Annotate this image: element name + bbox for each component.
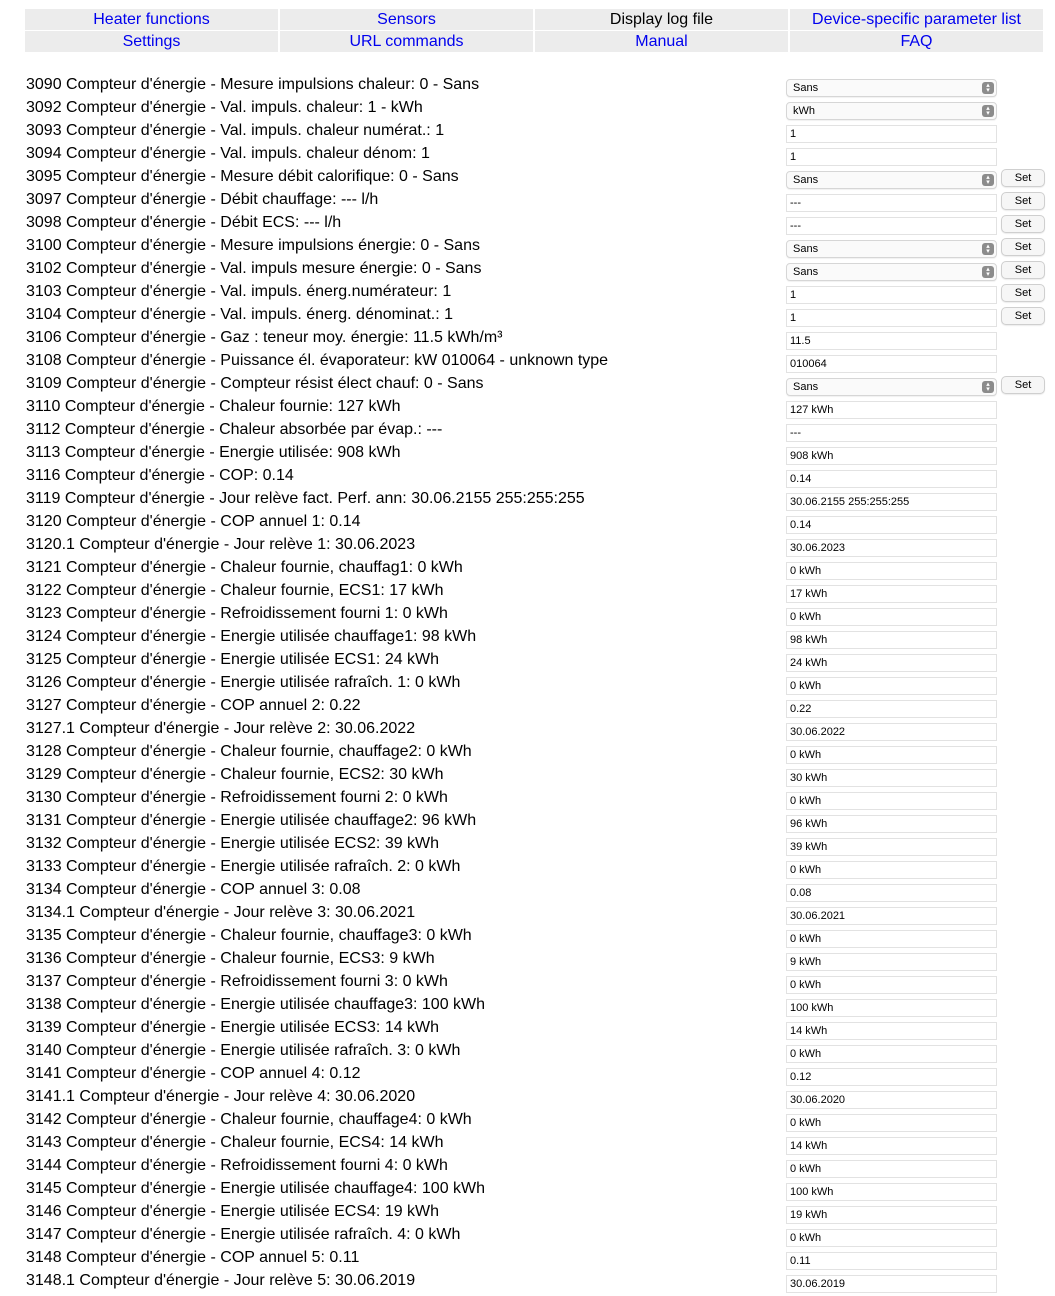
parameter-row <box>0 304 1055 327</box>
parameter-label: 3133 Compteur d'énergie - Energie utilisée rafraîch. 2: 0 kWh <box>26 858 461 875</box>
parameter-row <box>0 856 1055 879</box>
parameter-row <box>0 1224 1055 1247</box>
parameter-row <box>0 465 1055 488</box>
parameter-input[interactable]: 17 kWh <box>786 585 997 603</box>
parameter-row <box>0 672 1055 695</box>
parameter-input[interactable]: 0.11 <box>786 1252 997 1270</box>
parameter-input[interactable]: 0.14 <box>786 516 997 534</box>
parameter-row <box>0 120 1055 143</box>
parameter-label: 3119 Compteur d'énergie - Jour relève fact. Perf. ann: 30.06.2155 255:255:255 <box>26 490 585 507</box>
parameter-input[interactable]: 30.06.2019 <box>786 1275 997 1293</box>
parameter-input[interactable]: 0 kWh <box>786 1160 997 1178</box>
parameter-row <box>0 1201 1055 1224</box>
parameter-row <box>0 879 1055 902</box>
parameter-label: 3097 Compteur d'énergie - Débit chauffage: --- l/h <box>26 191 379 208</box>
parameter-label: 3148.1 Compteur d'énergie - Jour relève 5: 30.06.2019 <box>26 1272 416 1289</box>
select-value: Sans <box>793 266 819 278</box>
parameter-input[interactable]: 0 kWh <box>786 1045 997 1063</box>
parameter-input[interactable]: 1 <box>786 309 997 327</box>
set-button[interactable]: Set <box>1001 284 1045 302</box>
parameter-input[interactable]: 30 kWh <box>786 769 997 787</box>
parameter-input[interactable]: 30.06.2020 <box>786 1091 997 1109</box>
chevron-updown-icon: ▴ ▾ <box>982 266 994 278</box>
parameter-row <box>0 1017 1055 1040</box>
parameter-input[interactable]: 14 kWh <box>786 1137 997 1155</box>
parameter-row <box>0 189 1055 212</box>
parameter-input[interactable]: 0.08 <box>786 884 997 902</box>
set-button[interactable]: Set <box>1001 215 1045 233</box>
select-value: kWh <box>793 105 815 117</box>
parameter-input[interactable]: 0 kWh <box>786 562 997 580</box>
parameter-input[interactable]: 908 kWh <box>786 447 997 465</box>
parameter-input[interactable]: 0 kWh <box>786 746 997 764</box>
parameter-label: 3143 Compteur d'énergie - Chaleur fournie, ECS4: 14 kWh <box>26 1134 444 1151</box>
select-value: Sans <box>793 243 819 255</box>
parameter-label: 3148 Compteur d'énergie - COP annuel 5: 0.11 <box>26 1249 360 1266</box>
chevron-updown-icon: ▴ ▾ <box>982 243 994 255</box>
parameter-row <box>0 1178 1055 1201</box>
parameter-label: 3130 Compteur d'énergie - Refroidissement fourni 2: 0 kWh <box>26 789 448 806</box>
parameter-row <box>0 971 1055 994</box>
set-button[interactable]: Set <box>1001 169 1045 187</box>
parameter-row <box>0 258 1055 281</box>
parameter-input[interactable]: --- <box>786 194 997 212</box>
parameter-label: 3113 Compteur d'énergie - Energie utilisée: 908 kWh <box>26 444 401 461</box>
parameter-input[interactable]: 0 kWh <box>786 1229 997 1247</box>
set-button[interactable]: Set <box>1001 192 1045 210</box>
parameter-row <box>0 97 1055 120</box>
parameter-label: 3142 Compteur d'énergie - Chaleur fournie, chauffage4: 0 kWh <box>26 1111 472 1128</box>
parameter-row <box>0 442 1055 465</box>
parameter-label: 3145 Compteur d'énergie - Energie utilisée chauffage4: 100 kWh <box>26 1180 486 1197</box>
parameter-input[interactable]: 30.06.2023 <box>786 539 997 557</box>
parameter-row <box>0 764 1055 787</box>
parameter-label: 3090 Compteur d'énergie - Mesure impulsions chaleur: 0 - Sans <box>26 76 480 93</box>
parameter-label: 3141 Compteur d'énergie - COP annuel 4: 0.12 <box>26 1065 361 1082</box>
parameter-label: 3112 Compteur d'énergie - Chaleur absorbée par évap.: --- <box>26 421 443 438</box>
chevron-updown-icon: ▴ ▾ <box>982 174 994 186</box>
parameter-row <box>0 741 1055 764</box>
parameter-row <box>0 902 1055 925</box>
parameter-input[interactable]: 0 kWh <box>786 1114 997 1132</box>
nav-settings[interactable]: Settings <box>25 31 280 53</box>
parameter-row <box>0 718 1055 741</box>
parameter-row <box>0 373 1055 396</box>
parameter-row <box>0 695 1055 718</box>
parameter-input[interactable]: 39 kWh <box>786 838 997 856</box>
parameter-select[interactable] <box>786 171 997 189</box>
set-button[interactable]: Set <box>1001 376 1045 394</box>
parameter-input[interactable]: 0.22 <box>786 700 997 718</box>
parameter-input[interactable]: 1 <box>786 148 997 166</box>
parameter-label: 3127.1 Compteur d'énergie - Jour relève 2: 30.06.2022 <box>26 720 416 737</box>
parameter-label: 3125 Compteur d'énergie - Energie utilisée ECS1: 24 kWh <box>26 651 440 668</box>
parameter-input[interactable]: --- <box>786 217 997 235</box>
parameter-select[interactable] <box>786 79 997 97</box>
parameter-label: 3116 Compteur d'énergie - COP: 0.14 <box>26 467 294 484</box>
parameter-row <box>0 994 1055 1017</box>
parameter-label: 3141.1 Compteur d'énergie - Jour relève 4: 30.06.2020 <box>26 1088 416 1105</box>
parameter-row <box>0 143 1055 166</box>
parameter-list <box>0 74 1055 1293</box>
parameter-label: 3134.1 Compteur d'énergie - Jour relève 3: 30.06.2021 <box>26 904 416 921</box>
parameter-label: 3102 Compteur d'énergie - Val. impuls mesure énergie: 0 - Sans <box>26 260 482 277</box>
parameter-label: 3108 Compteur d'énergie - Puissance él. évaporateur: kW 010064 - unknown type <box>26 352 609 369</box>
parameter-input[interactable]: 0 kWh <box>786 976 997 994</box>
parameter-row <box>0 419 1055 442</box>
parameter-label: 3121 Compteur d'énergie - Chaleur fournie, chauffag1: 0 kWh <box>26 559 463 576</box>
chevron-updown-icon: ▴ ▾ <box>982 105 994 117</box>
parameter-input[interactable]: 30.06.2155 255:255:255 <box>786 493 997 511</box>
parameter-input[interactable]: 100 kWh <box>786 999 997 1017</box>
parameter-input[interactable]: 98 kWh <box>786 631 997 649</box>
parameter-label: 3131 Compteur d'énergie - Energie utilisée chauffage2: 96 kWh <box>26 812 477 829</box>
parameter-row <box>0 580 1055 603</box>
parameter-row <box>0 948 1055 971</box>
parameter-row <box>0 1086 1055 1109</box>
parameter-input[interactable]: 0 kWh <box>786 792 997 810</box>
select-value: Sans <box>793 82 819 94</box>
parameter-label: 3128 Compteur d'énergie - Chaleur fournie, chauffage2: 0 kWh <box>26 743 472 760</box>
parameter-input[interactable]: 30.06.2021 <box>786 907 997 925</box>
parameter-input[interactable]: 30.06.2022 <box>786 723 997 741</box>
parameter-input[interactable]: 24 kWh <box>786 654 997 672</box>
parameter-row <box>0 833 1055 856</box>
parameter-row <box>0 1155 1055 1178</box>
parameter-row <box>0 626 1055 649</box>
chevron-updown-icon: ▴ ▾ <box>982 381 994 393</box>
parameter-label: 3095 Compteur d'énergie - Mesure débit calorifique: 0 - Sans <box>26 168 459 185</box>
parameter-input[interactable]: --- <box>786 424 997 442</box>
parameter-input[interactable]: 96 kWh <box>786 815 997 833</box>
parameter-row <box>0 925 1055 948</box>
parameter-select[interactable] <box>786 263 997 281</box>
parameter-label: 3139 Compteur d'énergie - Energie utilisée ECS3: 14 kWh <box>26 1019 440 1036</box>
parameter-row <box>0 281 1055 304</box>
parameter-input[interactable]: 0 kWh <box>786 930 997 948</box>
parameter-row <box>0 787 1055 810</box>
parameter-row <box>0 1040 1055 1063</box>
nav-manual[interactable]: Manual <box>535 31 790 53</box>
select-value: Sans <box>793 381 819 393</box>
parameter-row <box>0 1063 1055 1086</box>
nav-sensors[interactable]: Sensors <box>280 9 535 31</box>
parameter-label: 3093 Compteur d'énergie - Val. impuls. chaleur numérat.: 1 <box>26 122 445 139</box>
parameter-row <box>0 511 1055 534</box>
set-button[interactable]: Set <box>1001 307 1045 325</box>
nav-display-log-file: Display log file <box>535 9 790 31</box>
parameter-row <box>0 235 1055 258</box>
nav-heater-functions[interactable]: Heater functions <box>25 9 280 31</box>
nav-faq[interactable]: FAQ <box>790 31 1045 53</box>
parameter-row <box>0 534 1055 557</box>
parameter-label: 3100 Compteur d'énergie - Mesure impulsions énergie: 0 - Sans <box>26 237 480 254</box>
parameter-label: 3134 Compteur d'énergie - COP annuel 3: 0.08 <box>26 881 361 898</box>
parameter-input[interactable]: 100 kWh <box>786 1183 997 1201</box>
parameter-input[interactable]: 0 kWh <box>786 608 997 626</box>
parameter-label: 3129 Compteur d'énergie - Chaleur fournie, ECS2: 30 kWh <box>26 766 444 783</box>
parameter-input[interactable]: 9 kWh <box>786 953 997 971</box>
parameter-input[interactable]: 1 <box>786 125 997 143</box>
parameter-label: 3104 Compteur d'énergie - Val. impuls. énerg. dénominat.: 1 <box>26 306 453 323</box>
parameter-label: 3098 Compteur d'énergie - Débit ECS: --- l/h <box>26 214 342 231</box>
chevron-updown-icon: ▴ ▾ <box>982 82 994 94</box>
top-navigation <box>25 9 1045 53</box>
parameter-label: 3106 Compteur d'énergie - Gaz : teneur moy. énergie: 11.5 kWh/m³ <box>26 329 503 346</box>
parameter-row <box>0 810 1055 833</box>
parameter-label: 3137 Compteur d'énergie - Refroidissement fourni 3: 0 kWh <box>26 973 448 990</box>
parameter-input[interactable]: 19 kWh <box>786 1206 997 1224</box>
parameter-input[interactable]: 1 <box>786 286 997 304</box>
parameter-input[interactable]: 0.14 <box>786 470 997 488</box>
parameter-label: 3146 Compteur d'énergie - Energie utilisée ECS4: 19 kWh <box>26 1203 440 1220</box>
parameter-label: 3126 Compteur d'énergie - Energie utilisée rafraîch. 1: 0 kWh <box>26 674 461 691</box>
parameter-row <box>0 488 1055 511</box>
parameter-label: 3123 Compteur d'énergie - Refroidissement fourni 1: 0 kWh <box>26 605 448 622</box>
parameter-select[interactable] <box>786 378 997 396</box>
nav-device-specific-parameter-list[interactable]: Device-specific parameter list <box>790 9 1045 31</box>
parameter-label: 3110 Compteur d'énergie - Chaleur fournie: 127 kWh <box>26 398 401 415</box>
parameter-label: 3127 Compteur d'énergie - COP annuel 2: 0.22 <box>26 697 361 714</box>
parameter-select[interactable] <box>786 240 997 258</box>
parameter-label: 3092 Compteur d'énergie - Val. impuls. chaleur: 1 - kWh <box>26 99 423 116</box>
parameter-label: 3135 Compteur d'énergie - Chaleur fournie, chauffage3: 0 kWh <box>26 927 472 944</box>
parameter-row <box>0 649 1055 672</box>
parameter-row <box>0 1132 1055 1155</box>
set-button[interactable]: Set <box>1001 238 1045 256</box>
parameter-label: 3136 Compteur d'énergie - Chaleur fournie, ECS3: 9 kWh <box>26 950 435 967</box>
parameter-row <box>0 327 1055 350</box>
parameter-row <box>0 1109 1055 1132</box>
parameter-label: 3147 Compteur d'énergie - Energie utilisée rafraîch. 4: 0 kWh <box>26 1226 461 1243</box>
parameter-input[interactable]: 14 kWh <box>786 1022 997 1040</box>
parameter-row <box>0 212 1055 235</box>
parameter-input[interactable]: 010064 <box>786 355 997 373</box>
parameter-label: 3140 Compteur d'énergie - Energie utilisée rafraîch. 3: 0 kWh <box>26 1042 461 1059</box>
parameter-select[interactable] <box>786 102 997 120</box>
parameter-row <box>0 1247 1055 1270</box>
set-button[interactable]: Set <box>1001 261 1045 279</box>
parameter-input[interactable]: 0 kWh <box>786 861 997 879</box>
parameter-label: 3120.1 Compteur d'énergie - Jour relève 1: 30.06.2023 <box>26 536 416 553</box>
parameter-label: 3109 Compteur d'énergie - Compteur résist élect chauf: 0 - Sans <box>26 375 484 392</box>
nav-url-commands[interactable]: URL commands <box>280 31 535 53</box>
parameter-row <box>0 603 1055 626</box>
parameter-label: 3144 Compteur d'énergie - Refroidissement fourni 4: 0 kWh <box>26 1157 448 1174</box>
parameter-input[interactable]: 0 kWh <box>786 677 997 695</box>
parameter-label: 3122 Compteur d'énergie - Chaleur fournie, ECS1: 17 kWh <box>26 582 444 599</box>
parameter-row <box>0 557 1055 580</box>
parameter-row <box>0 166 1055 189</box>
select-value: Sans <box>793 174 819 186</box>
parameter-label: 3103 Compteur d'énergie - Val. impuls. énerg.numérateur: 1 <box>26 283 452 300</box>
parameter-label: 3120 Compteur d'énergie - COP annuel 1: 0.14 <box>26 513 361 530</box>
parameter-label: 3094 Compteur d'énergie - Val. impuls. chaleur dénom: 1 <box>26 145 430 162</box>
parameter-input[interactable]: 127 kWh <box>786 401 997 419</box>
parameter-label: 3124 Compteur d'énergie - Energie utilisée chauffage1: 98 kWh <box>26 628 477 645</box>
parameter-label: 3138 Compteur d'énergie - Energie utilisée chauffage3: 100 kWh <box>26 996 486 1013</box>
parameter-row <box>0 74 1055 97</box>
parameter-label: 3132 Compteur d'énergie - Energie utilisée ECS2: 39 kWh <box>26 835 440 852</box>
parameter-row <box>0 350 1055 373</box>
parameter-input[interactable]: 0.12 <box>786 1068 997 1086</box>
parameter-row <box>0 1270 1055 1293</box>
parameter-row <box>0 396 1055 419</box>
parameter-input[interactable]: 11.5 <box>786 332 997 350</box>
